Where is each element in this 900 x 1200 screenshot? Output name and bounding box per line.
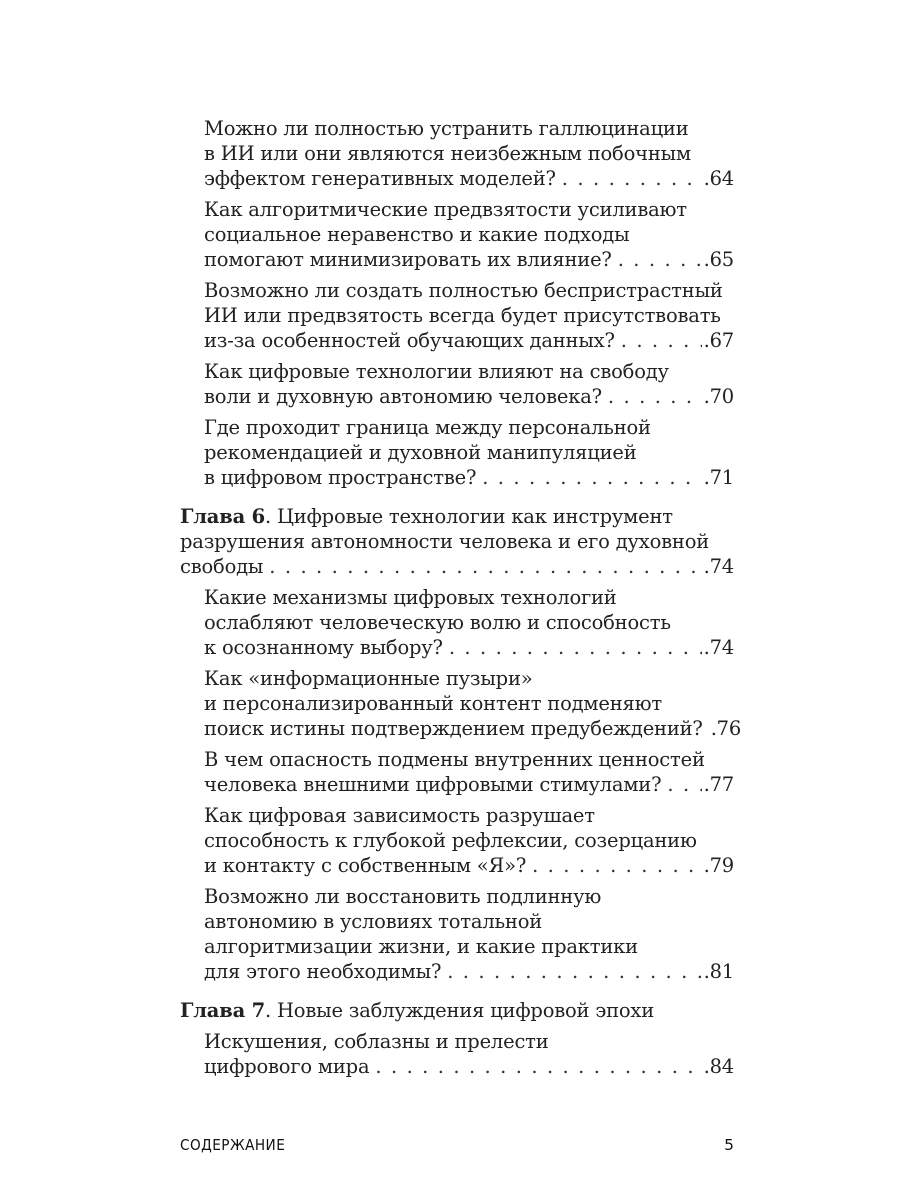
table-of-contents: [180, 116, 742, 1085]
toc-text-line: Как алгоритмические предвзятости усиливают: [204, 198, 687, 221]
dot-leader: [447, 959, 701, 984]
dot-leader: [667, 772, 701, 797]
toc-text-line: из-за особенностей обучающих данных?: [204, 329, 615, 352]
dot-leader: [608, 384, 702, 409]
toc-page-line: [204, 772, 734, 797]
toc-item: [204, 747, 734, 797]
toc-text-line: В чем опасность подмены внутренних ценностей: [204, 748, 705, 771]
toc-page-line: [204, 716, 742, 741]
toc-page-number: .67: [703, 329, 734, 352]
toc-text-line: алгоритмизации жизни, и какие практики: [204, 935, 638, 958]
toc-text-line: способность к глубокой рефлексии, созерцанию: [204, 829, 697, 852]
toc-page-number: .74: [703, 636, 734, 659]
toc-text-line: Где проходит граница между персональной: [204, 416, 651, 439]
toc-item: [204, 666, 742, 741]
toc-text-line: ИИ или предвзятость всегда будет присутствовать: [204, 304, 721, 327]
chapter-label: Глава 7: [180, 999, 265, 1022]
toc-text-line: Как «информационные пузыри»: [204, 667, 533, 690]
toc-page-number: .65: [703, 248, 734, 271]
toc-page-number: .76: [710, 717, 742, 740]
toc-item: [204, 1029, 734, 1079]
toc-text-line: Искушения, соблазны и прелести: [204, 1030, 549, 1053]
toc-page-line: [204, 635, 734, 660]
toc-text-line: рекомендацией и духовной манипуляцией: [204, 441, 637, 464]
toc-chapter: [180, 998, 734, 1023]
toc-item: [204, 116, 734, 191]
toc-chapter-heading-line: [180, 504, 734, 529]
toc-item: [204, 415, 734, 490]
toc-page-number: .79: [703, 854, 734, 877]
toc-item: [204, 585, 734, 660]
toc-text-line: воли и духовную автономию человека?: [204, 385, 602, 408]
toc-page-number: .74: [703, 555, 734, 578]
toc-text-line: социальное неравенство и какие подходы: [204, 223, 630, 246]
toc-page-number: .64: [703, 167, 734, 190]
toc-text-line: в цифровом пространстве?: [204, 466, 477, 489]
dot-leader: [562, 166, 702, 191]
toc-text-line: в ИИ или они являются неизбежным побочным: [204, 142, 691, 165]
toc-text-line: ослабляют человеческую волю и способность: [204, 611, 671, 634]
dot-leader: [269, 554, 701, 579]
chapter-title-start: . Новые заблуждения цифровой эпохи: [265, 999, 655, 1022]
toc-chapter: [180, 504, 734, 579]
toc-text-line: Возможно ли создать полностью беспристрастный: [204, 279, 723, 302]
toc-text-line: поиск истины подтверждением предубеждений?: [204, 717, 703, 740]
toc-page-number: .84: [703, 1055, 734, 1078]
dot-leader: [375, 1054, 701, 1079]
toc-page-line: [204, 1054, 734, 1079]
toc-page-line: [204, 465, 734, 490]
toc-item: [204, 884, 734, 984]
toc-item: [204, 278, 734, 353]
toc-page-line: [204, 853, 734, 878]
toc-text-line: свободы: [180, 555, 264, 578]
toc-page-line: [204, 166, 734, 191]
toc-text-line: человека внешними цифровыми стимулами?: [204, 773, 662, 796]
toc-text-line: к осознанному выбору?: [204, 636, 443, 659]
toc-page-line: [204, 959, 734, 984]
toc-page-number: .70: [703, 385, 734, 408]
toc-item: [204, 359, 734, 409]
toc-text-line: для этого необходимы?: [204, 960, 442, 983]
page-number: 5: [724, 1136, 734, 1154]
toc-text-line: и персонализированный контент подменяют: [204, 692, 663, 715]
toc-text-line: цифрового мира: [204, 1055, 370, 1078]
dot-leader: [482, 465, 701, 490]
toc-page-line: [204, 247, 734, 272]
toc-item: [204, 803, 734, 878]
dot-leader: [532, 853, 702, 878]
toc-page-line: [204, 328, 734, 353]
toc-text-line: помогают минимизировать их влияние?: [204, 248, 612, 271]
toc-text-line: Как цифровые технологии влияют на свободу: [204, 360, 669, 383]
toc-text-line: автономию в условиях тотальной: [204, 910, 543, 933]
toc-page-line: [204, 384, 734, 409]
toc-text-line: Какие механизмы цифровых технологий: [204, 586, 617, 609]
toc-text-line: разрушения автономности человека и его духовной: [180, 530, 710, 553]
toc-chapter-heading-line: [180, 998, 734, 1023]
toc-text-line: Можно ли полностью устранить галлюцинации: [204, 117, 689, 140]
toc-page-number: .77: [703, 773, 734, 796]
toc-page-line: [180, 554, 734, 579]
dot-leader: [449, 635, 702, 660]
chapter-title-start: . Цифровые технологии как инструмент: [265, 505, 673, 528]
toc-item: [204, 197, 734, 272]
toc-text-line: эффектом генеративных моделей?: [204, 167, 556, 190]
toc-text-line: Как цифровая зависимость разрушает: [204, 804, 595, 827]
dot-leader: [618, 247, 702, 272]
toc-page-number: .81: [703, 960, 734, 983]
dot-leader: [621, 328, 702, 353]
page-footer: [180, 1136, 734, 1154]
toc-text-line: и контакту с собственным «Я»?: [204, 854, 527, 877]
chapter-label: Глава 6: [180, 505, 265, 528]
toc-text-line: Возможно ли восстановить подлинную: [204, 885, 602, 908]
toc-page-number: .71: [703, 466, 734, 489]
running-title: СОДЕРЖАНИЕ: [180, 1136, 286, 1154]
